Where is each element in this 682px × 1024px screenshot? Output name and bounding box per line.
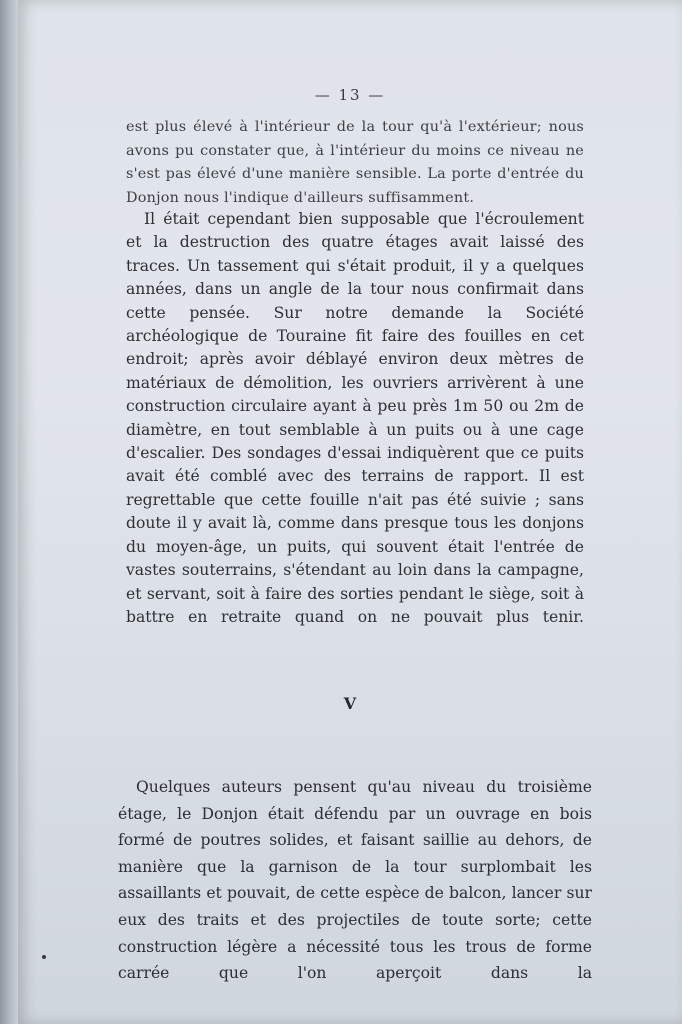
section-heading: V: [343, 694, 357, 713]
paper-speck: [42, 955, 46, 959]
paragraph-excavation: [126, 208, 584, 653]
book-page: [18, 0, 682, 1024]
paragraph-excavation-text: Il était cependant bien supposable que l'écroulement et la destruction des quatre étages avait laissé des traces. Un tassement qui s'était produit, il y a quelques années, dans un angle de la tour nous confirmait dans cette pensée. Sur notre demande la Société archéologique de Touraine fit faire des fouilles en cet endroit; après avoir déblayé environ deux mètres de matériaux de démolition, les ouvriers arrivèrent à une construction circulaire ayant à peu près 1m 50 ou 2m de diamètre, en tout semblable à un puits ou à une cage d'escalier. Des sondages d'essai indiquèrent que ce puits avait été comblé avec des terrains de rapport. Il est regrettable que cette fouille n'ait pas été suivie ; sans doute il y avait là, comme dans presque tous les donjons du moyen-âge, un puits, qui souvent était l'entrée de vastes souterrains, s'étendant au loin dans la campagne, et servant, soit à faire des sorties pendant le siège, soit à battre en retraite quand on ne pouvait plus tenir.: [126, 210, 584, 626]
paragraph-wooden-gallery-text: Quelques auteurs pensent qu'au niveau du troisième étage, le Donjon était défendu par un ouvrage en bois formé de poutres solides, et faisant saillie au dehors, de manière que la garnison de la tour surplombait les assaillants et pouvait, de cette espèce de balcon, lancer sur eux des traits et des projectiles de toute sorte; cette construction légère a nécessité tous les trous de forme carrée que l'on aperçoit dans la: [118, 778, 592, 983]
paragraph-continuation: est plus élevé à l'intérieur de la tour qu'à l'extérieur; nous avons pu constater que, à l'intérieur du moins ce niveau ne s'est pas élevé d'une manière sensible. La porte d'entrée du Donjon nous l'indique d'ailleurs suffisamment.: [126, 119, 584, 206]
paragraph-wooden-gallery: [118, 774, 592, 1013]
page-number: — 13 —: [314, 86, 386, 104]
